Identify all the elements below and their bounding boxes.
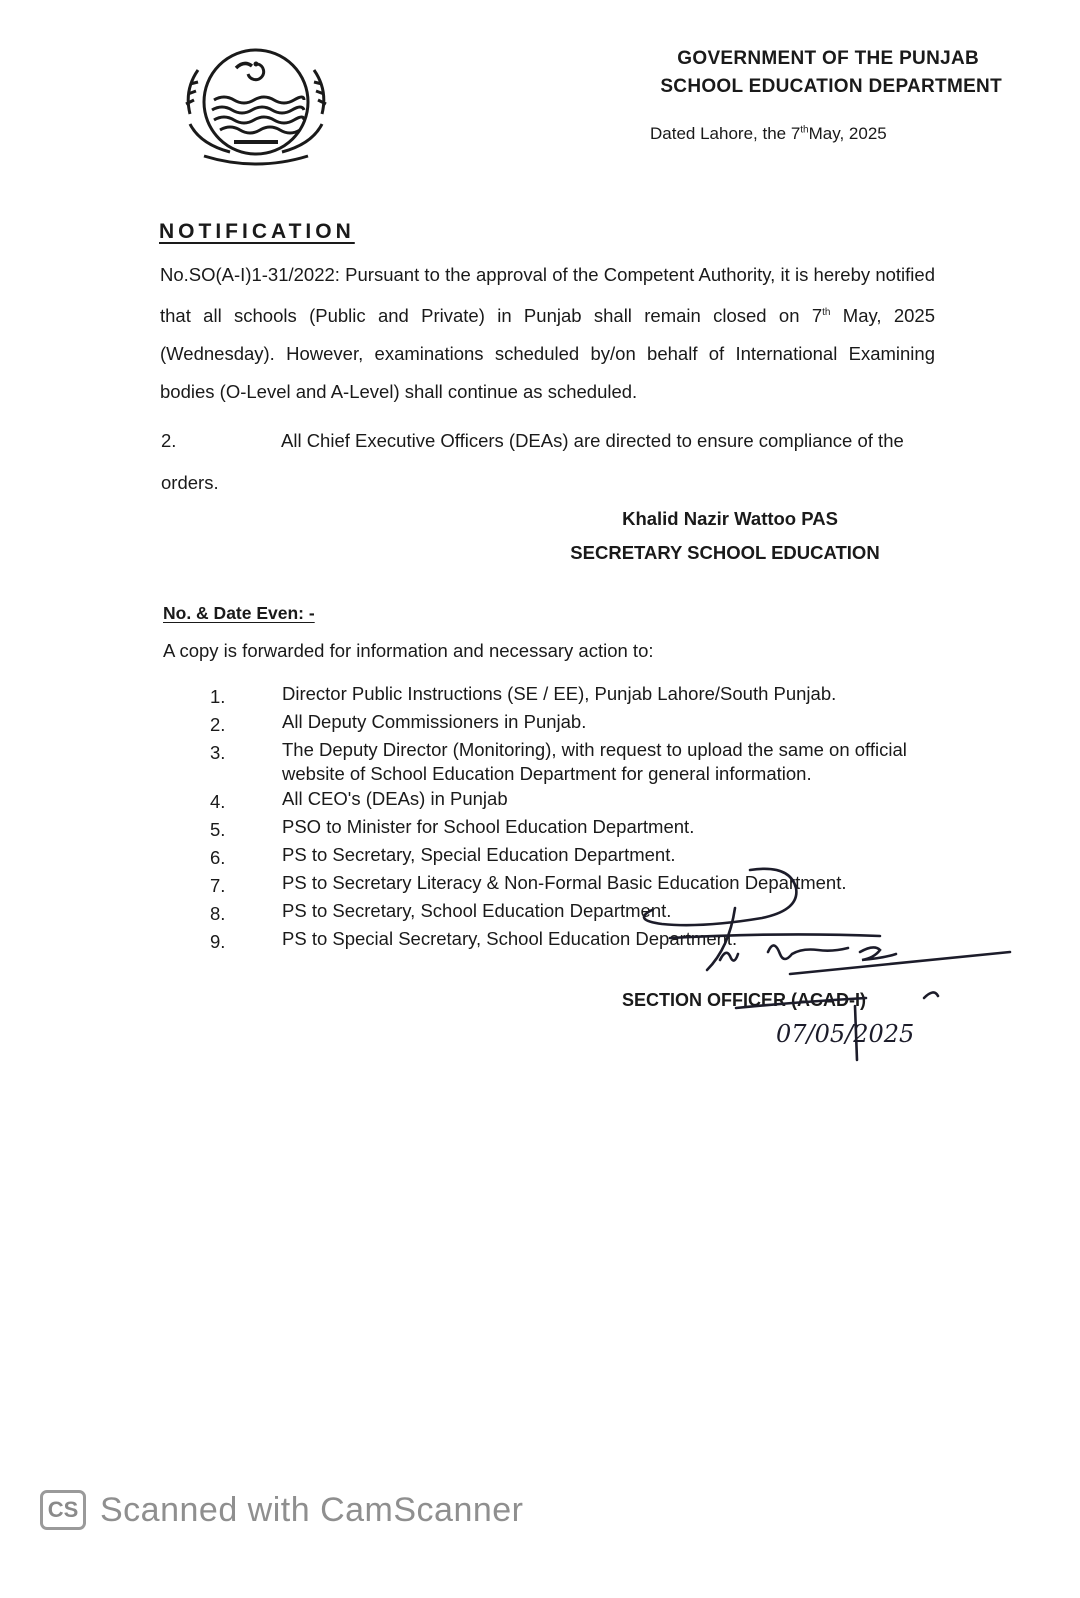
notification-heading: NOTIFICATION [159, 220, 355, 243]
notification-paragraph-1: No.SO(A-I)1-31/2022: Pursuant to the approval of the Competent Authority, it is hereby notified that all schools (Public and Private) in Punjab shall remain closed on 7th May, 2025 (Wednesday). However, examinations scheduled by/on behalf of International Examining bodies (O-Level and A-Level) shall continue as scheduled. [160, 264, 935, 403]
punjab-government-emblem [176, 44, 336, 170]
issue-date: Dated Lahore, the 7thMay, 2025 [650, 124, 887, 143]
list-item: 1. Director Public Instructions (SE / EE), Punjab Lahore/South Punjab. [210, 683, 837, 707]
signatory-title: SECRETARY SCHOOL EDUCATION [570, 542, 880, 563]
handwritten-date: 07/05/2025 [776, 1020, 915, 1048]
list-item: 9. PS to Special Secretary, School Education Department. [210, 927, 738, 952]
camscanner-logo: CS [40, 1490, 86, 1530]
paragraph-number: 2. [161, 430, 177, 451]
list-item: 2. All Deputy Commissioners in Punjab. [210, 711, 587, 735]
department-title: SCHOOL EDUCATION DEPARTMENT [660, 76, 1002, 97]
signatory-name: Khalid Nazir Wattoo PAS [622, 508, 838, 529]
signatory-block [540, 502, 910, 570]
section-officer-title: SECTION OFFICER (ACAD-I) [622, 990, 866, 1010]
watermark-text: Scanned with CamScanner [100, 1490, 524, 1529]
list-item: 3. The Deputy Director (Monitoring), with request to upload the same on official website of School Education Department for general information. [210, 739, 907, 784]
scanner-watermark [40, 1490, 524, 1530]
list-item: 4. All CEO's (DEAs) in Punjab [210, 787, 508, 812]
handwritten-signature [640, 860, 1060, 1090]
government-title: GOVERNMENT OF THE PUNJAB [677, 48, 979, 69]
distribution-intro: A copy is forwarded for information and necessary action to: [163, 640, 654, 661]
list-item: 8. PS to Secretary, School Education Department. [210, 899, 672, 924]
notification-paragraph-2: 2. All Chief Executive Officers (DEAs) are directed to ensure compliance of the orders. [161, 420, 936, 504]
letterhead [600, 48, 1010, 98]
list-item: 7. PS to Secretary Literacy & Non-Formal Basic Education Department. [210, 871, 847, 896]
distribution-heading: No. & Date Even: - [163, 603, 315, 623]
list-item: 5. PSO to Minister for School Education Department. [210, 815, 695, 840]
list-item: 6. PS to Secretary, Special Education Department. [210, 843, 676, 868]
